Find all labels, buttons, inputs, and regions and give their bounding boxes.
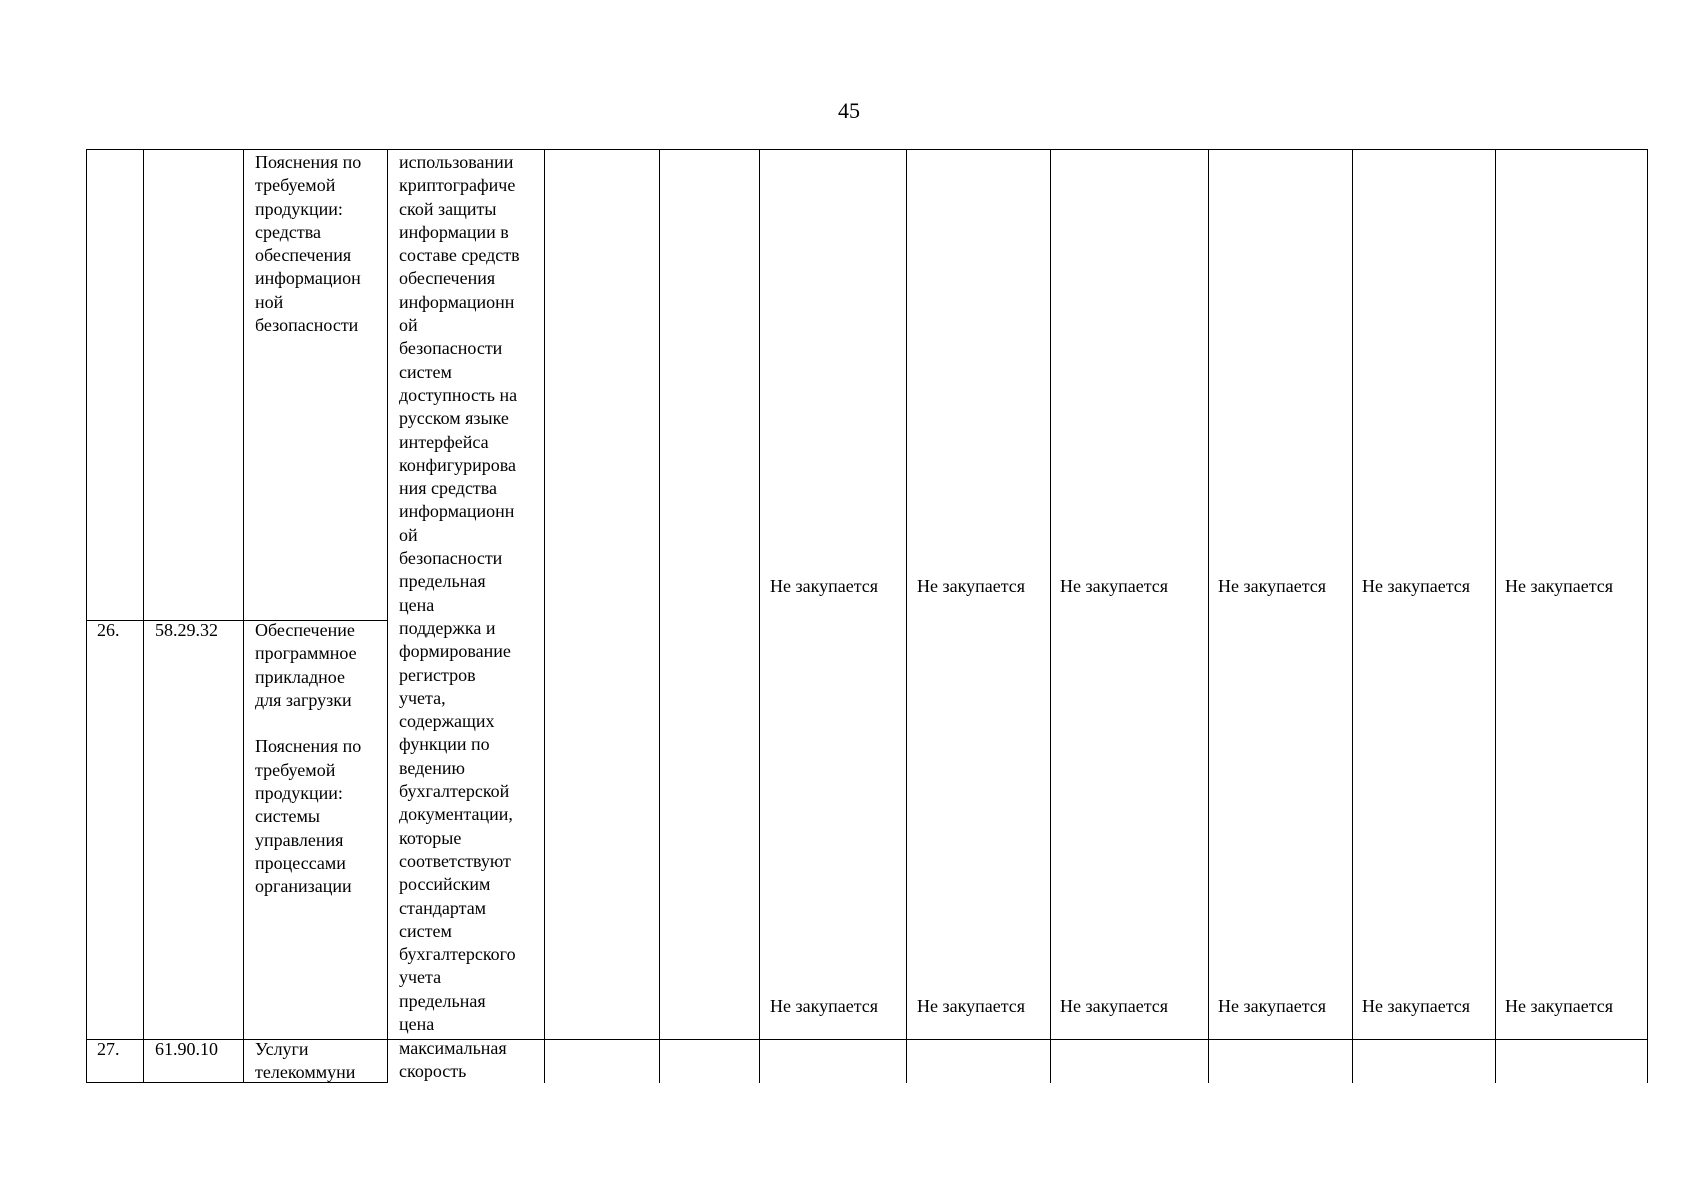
page-number xyxy=(0,98,1698,124)
name-text-line: программное xyxy=(255,643,357,664)
characteristic-text-line: бухгалтерской xyxy=(399,781,510,802)
characteristic-text-line: конфигурирова xyxy=(399,454,517,475)
row-27-name-cell xyxy=(255,1038,355,1085)
col-border-0 xyxy=(86,149,87,1083)
characteristic-text-line: информационн xyxy=(399,501,515,522)
name-text-line: Услуги xyxy=(255,1039,309,1059)
row-26-status-4: Не закупается xyxy=(1218,996,1327,1016)
characteristic-text-line: российским xyxy=(399,874,491,895)
characteristic-text-line: ой xyxy=(399,315,418,336)
name-text-line: обеспечения xyxy=(255,245,352,266)
name-text-line: требуемой xyxy=(255,759,336,780)
row-26-code: 58.29.32 xyxy=(155,620,218,640)
characteristic-text-line: формирование xyxy=(399,641,511,662)
characteristic-text-line: бухгалтерского xyxy=(399,944,516,965)
row-26-status-5: Не закупается xyxy=(1362,996,1471,1016)
name-text-line: процессами xyxy=(255,852,346,873)
continuation-name-cell xyxy=(255,151,361,337)
col-border-4 xyxy=(544,149,545,1083)
col-border-8 xyxy=(1050,149,1051,1083)
characteristic-text-line: интерфейса xyxy=(399,431,489,452)
characteristic-text-line: информационн xyxy=(399,291,515,312)
name-text-line: продукции: xyxy=(255,783,343,804)
name-text-line: управления xyxy=(255,829,344,850)
page-number-text: 45 xyxy=(838,98,860,123)
col-border-2 xyxy=(243,149,244,1083)
characteristic-text-line: цена xyxy=(399,594,435,615)
col-border-3 xyxy=(387,149,388,1083)
row-27-characteristic-cell xyxy=(399,1037,507,1084)
characteristic-text-line: безопасности xyxy=(399,338,503,359)
continuation-characteristic-cell xyxy=(399,151,520,617)
name-text-line: безопасности xyxy=(255,315,359,336)
row-26-number: 26. xyxy=(97,620,120,640)
continuation-status-3: Не закупается xyxy=(1060,576,1169,596)
characteristic-text-line: которые xyxy=(399,827,462,848)
name-text-line: телекоммуни xyxy=(255,1062,356,1083)
characteristic-text-line: учета xyxy=(399,967,442,988)
characteristic-text-line: документации, xyxy=(399,804,513,825)
characteristic-text-line: доступность на xyxy=(399,384,518,405)
characteristic-text-line: ской защиты xyxy=(399,198,497,219)
row-26-characteristic-cell xyxy=(399,617,516,1036)
name-text-line: ной xyxy=(255,291,284,312)
row-27-number: 27. xyxy=(97,1039,120,1059)
characteristic-text-line: предельная xyxy=(399,990,486,1011)
characteristic-text-line: учета, xyxy=(399,687,446,708)
characteristic-text-line: русском языке xyxy=(399,408,509,429)
name-text-line: продукции: xyxy=(255,198,343,219)
name-text-line: требуемой xyxy=(255,175,336,196)
characteristic-text-line: составе средств xyxy=(399,245,520,266)
continuation-status-4: Не закупается xyxy=(1218,576,1327,596)
continuation-status-2: Не закупается xyxy=(917,576,1026,596)
row-27-code: 61.90.10 xyxy=(155,1039,218,1059)
characteristic-text-line: предельная xyxy=(399,571,486,592)
col-border-1 xyxy=(143,149,144,1083)
characteristic-text-line: цена xyxy=(399,1014,435,1035)
characteristic-text-line: безопасности xyxy=(399,548,503,569)
col-border-5 xyxy=(659,149,660,1083)
row-26-status-6: Не закупается xyxy=(1505,996,1614,1016)
row-26-name-cell xyxy=(255,619,361,899)
col-border-11 xyxy=(1495,149,1496,1083)
name-text-line: Пояснения по xyxy=(255,736,362,757)
characteristic-text-line: систем xyxy=(399,361,452,382)
table-top-border xyxy=(86,149,1648,150)
characteristic-text-line: содержащих xyxy=(399,711,495,732)
name-text-line: информацион xyxy=(255,268,361,289)
specification-table xyxy=(86,149,1648,1083)
name-text-line: организации xyxy=(255,876,352,897)
characteristic-text-line: использовании xyxy=(399,152,514,172)
row-26-status-1: Не закупается xyxy=(770,996,879,1016)
col-border-12 xyxy=(1647,149,1648,1083)
name-text-line: прикладное xyxy=(255,666,345,687)
characteristic-text-line: стандартам xyxy=(399,897,487,918)
characteristic-text-line: функции по xyxy=(399,734,490,755)
name-text-line: Пояснения по xyxy=(255,152,362,172)
name-text-line: Обеспечение xyxy=(255,620,355,640)
row-26-status-3: Не закупается xyxy=(1060,996,1169,1016)
continuation-status-5: Не закупается xyxy=(1362,576,1471,596)
characteristic-text-line: поддержка и xyxy=(399,618,496,638)
name-text-line: системы xyxy=(255,806,320,827)
characteristic-text-line: ой xyxy=(399,524,418,545)
characteristic-text-line: ведению xyxy=(399,757,466,778)
characteristic-text-line: систем xyxy=(399,920,452,941)
characteristic-text-line: скорость xyxy=(399,1061,467,1082)
characteristic-text-line: обеспечения xyxy=(399,268,496,289)
characteristic-text-line: регистров xyxy=(399,664,476,685)
col-border-7 xyxy=(906,149,907,1083)
continuation-status-1: Не закупается xyxy=(770,576,879,596)
col-border-9 xyxy=(1208,149,1209,1083)
characteristic-text-line: информации в xyxy=(399,221,509,242)
characteristic-text-line: максимальная xyxy=(399,1038,507,1058)
name-text-line xyxy=(255,712,361,735)
col-border-10 xyxy=(1352,149,1353,1083)
characteristic-text-line: криптографиче xyxy=(399,175,516,196)
row-26-status-2: Не закупается xyxy=(917,996,1026,1016)
continuation-status-6: Не закупается xyxy=(1505,576,1614,596)
characteristic-text-line: соответствуют xyxy=(399,850,511,871)
name-text-line: для загрузки xyxy=(255,689,352,710)
name-text-line: средства xyxy=(255,221,322,242)
col-border-6 xyxy=(759,149,760,1083)
characteristic-text-line: ния средства xyxy=(399,478,498,499)
